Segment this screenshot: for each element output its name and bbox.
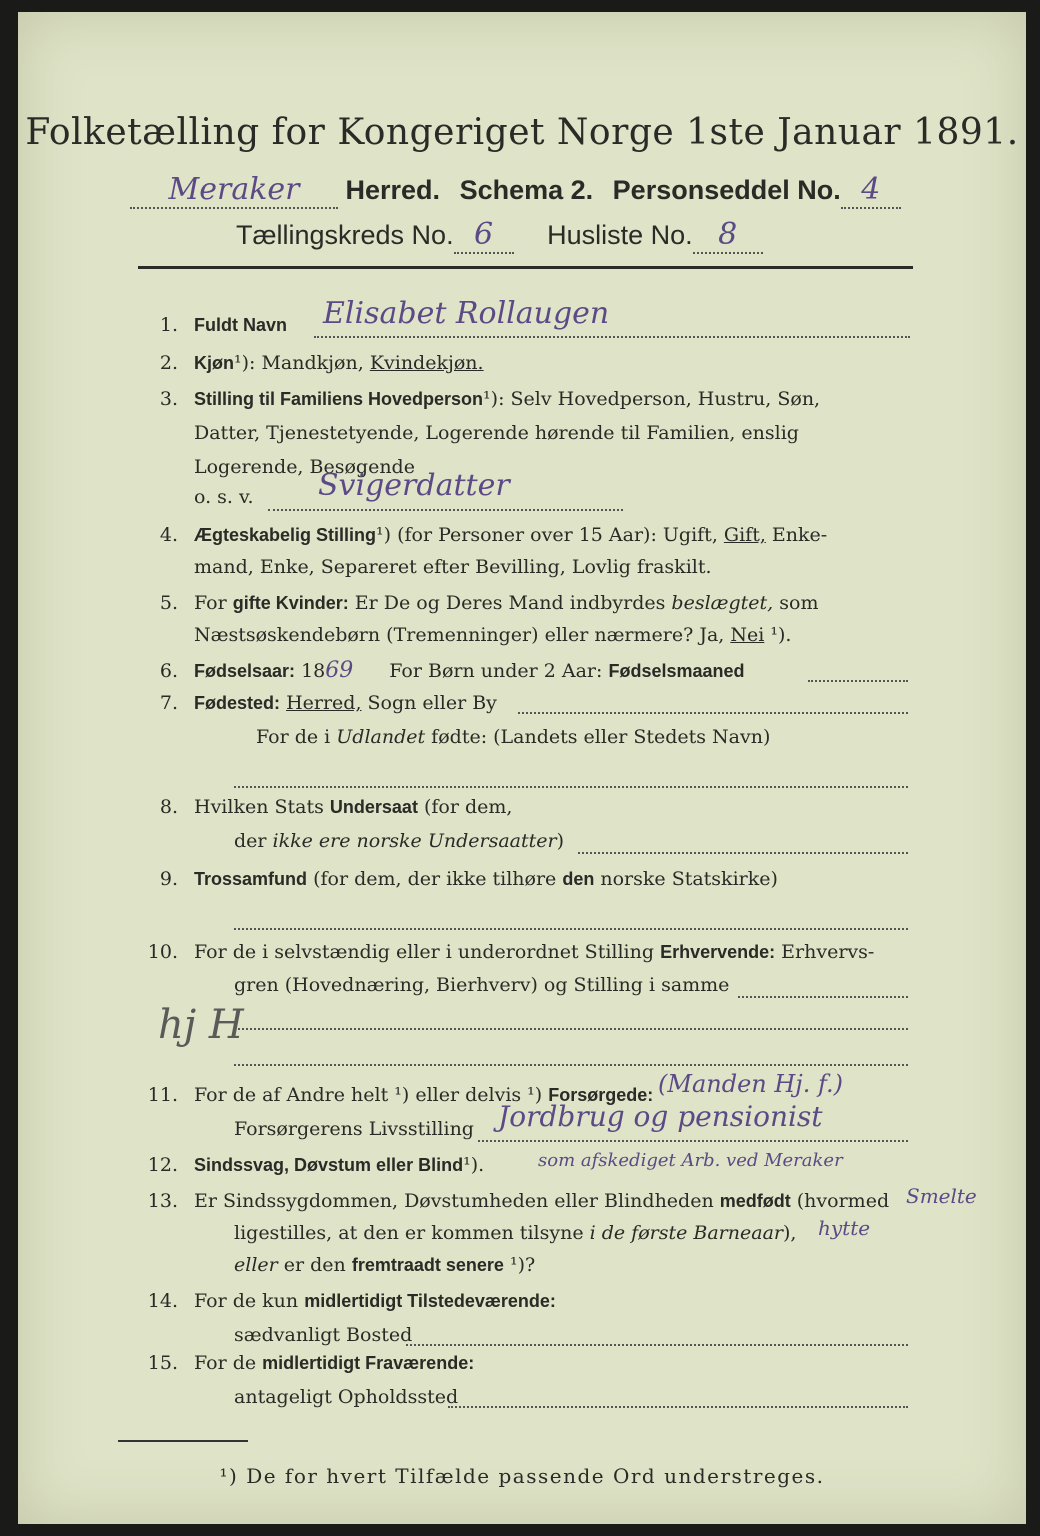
kreds-row — [236, 217, 763, 254]
q7-fill-line-1 — [518, 712, 908, 714]
q5-label: gifte Kvinder: — [232, 593, 349, 613]
q10-fill-line-3 — [234, 1064, 908, 1066]
q3-number: 3. — [159, 388, 178, 410]
herred-value: Meraker — [130, 172, 338, 209]
personseddel-label: Personseddel No. — [612, 175, 841, 205]
q4-label: Ægteskabelig Stilling — [194, 525, 377, 545]
q6-label: Fødselsaar: — [194, 661, 296, 681]
q5-number: 5. — [159, 592, 178, 614]
q4-line-2: mand, Enke, Separeret efter Bevilling, Lovlig fraskilt. — [194, 556, 712, 578]
q8-line-2b: ) — [556, 830, 564, 852]
q3-line-3: Logerende, Besøgende — [194, 456, 415, 478]
q11-line-2: Forsørgerens Livsstilling — [234, 1118, 474, 1140]
q2-label: Kjøn — [194, 353, 234, 373]
q4-selected-option: Gift, — [723, 524, 766, 546]
husliste-label: Husliste No. — [547, 220, 693, 250]
q13-line-3-italic: eller — [234, 1254, 278, 1276]
q9-label: Trossamfund — [194, 869, 308, 889]
q10-fill-line-1 — [738, 996, 908, 998]
husliste-value: 8 — [693, 217, 763, 254]
q13-line-3-bold: fremtraadt senere — [351, 1255, 504, 1275]
q7-selected-option: Herred, — [286, 692, 362, 714]
personseddel-value: 4 — [841, 172, 901, 209]
q3-line-4 — [194, 482, 918, 512]
q4-line-1a: ¹) (for Personer over 15 Aar): Ugift, — [376, 524, 724, 546]
q12-answer: som afskediget Arb. ved Meraker — [538, 1150, 843, 1171]
kreds-label: Tællingskreds No. — [236, 220, 454, 250]
q3-line-1: ¹): Selv Hovedperson, Hustru, Søn, — [483, 388, 821, 410]
q8-number: 8. — [159, 796, 178, 818]
q13-line-3a: er den — [277, 1254, 352, 1276]
q6-mid-text: For Børn under 2 Aar: — [389, 660, 609, 682]
q12-number: 12. — [147, 1154, 178, 1176]
q7-line-2 — [256, 722, 980, 752]
q10-number: 10. — [147, 941, 178, 963]
q5-line-2b: ¹). — [764, 624, 792, 646]
q9-den: den — [562, 869, 595, 889]
q12-label: Sindssvag, Døvstum eller Blind — [194, 1155, 464, 1175]
q7-line-2a: For de i — [256, 726, 337, 748]
q13-line-2-italic: i de første Barneaar — [589, 1222, 783, 1244]
herred-label: Herred. — [345, 175, 441, 205]
herred-row — [130, 172, 901, 209]
q5-line-1b: som — [773, 592, 819, 614]
q7-line-2b: fødte: (Landets eller Stedets Navn) — [425, 726, 771, 748]
question-10 — [138, 937, 918, 967]
q5-line-2a: Næstsøskendebørn (Tremenninger) eller nærmere? Ja, — [194, 624, 731, 646]
q14-number: 14. — [147, 1290, 178, 1312]
q2-number: 2. — [159, 352, 178, 374]
q6-number: 6. — [159, 660, 178, 682]
q11-answer-2: Jordbrug og pensionist — [498, 1100, 823, 1133]
q1-answer: Elisabet Rollaugen — [323, 296, 610, 331]
q12-note: ¹). — [463, 1154, 485, 1176]
header-rule — [138, 266, 913, 269]
q5-label-pre: For — [194, 592, 233, 614]
q13-line-3c: ¹)? — [503, 1254, 536, 1276]
q6-label-2: Fødselsmaaned — [608, 661, 745, 681]
q5-line-1a: Er De og Deres Mand indbyrdes — [348, 592, 672, 614]
question-2 — [138, 348, 918, 378]
q3-line-2: Datter, Tjenestetyende, Logerende hørende til Familien, enslig — [194, 422, 799, 444]
q10-line-2: gren (Hovednæring, Bierhverv) og Stilling i samme — [234, 974, 730, 996]
q6-fill-line — [808, 680, 908, 682]
q15-number: 15. — [147, 1352, 178, 1374]
q3-fill-line — [268, 509, 623, 511]
question-14 — [138, 1286, 918, 1316]
q2-options: ¹): Mandkjøn, — [234, 352, 370, 374]
q5-line-1-italic: beslægtet, — [671, 592, 774, 614]
q14-line-1a: For de kun — [194, 1290, 305, 1312]
q1-label: Fuldt Navn — [194, 315, 287, 335]
question-8 — [138, 792, 918, 822]
q14-fill-line — [406, 1344, 908, 1346]
question-9 — [138, 864, 918, 894]
q8-fill-line — [578, 852, 908, 854]
q7-rest: Sogn eller By — [361, 692, 497, 714]
q9-rest-2: norske Statskirke) — [594, 868, 778, 890]
q8-line-1c: (for dem, — [417, 796, 513, 818]
q11-fill-line — [478, 1140, 908, 1142]
q13-answer-a: Smelte — [906, 1184, 977, 1208]
question-3 — [138, 384, 918, 414]
q13-line-1a: Er Sindssygdommen, Døvstumheden eller Blindheden — [194, 1190, 720, 1212]
question-4 — [138, 520, 918, 550]
q1-fill-line — [314, 336, 910, 338]
q7-number: 7. — [159, 692, 178, 714]
q1-number: 1. — [159, 314, 178, 336]
question-6 — [138, 656, 918, 686]
q13-answer-b: hytte — [818, 1216, 871, 1240]
q9-rest: (for dem, der ikke tilhøre — [307, 868, 563, 890]
q3-osv: o. s. v. — [194, 486, 254, 508]
form-title: Folketælling for Kongeriget Norge 1ste Januar 1891. — [25, 112, 1019, 153]
kreds-value: 6 — [454, 217, 514, 254]
q4-line-1b: Enke- — [765, 524, 828, 546]
q11-label: Forsørgede: — [548, 1085, 654, 1105]
q5-selected-option: Nei — [730, 624, 765, 646]
question-5 — [138, 588, 918, 618]
q13-line-3 — [234, 1250, 958, 1280]
q2-selected-option: Kvindekjøn. — [369, 352, 484, 374]
q13-label: medfødt — [719, 1191, 791, 1211]
q11-number: 11. — [147, 1084, 178, 1106]
q10-margin-note: hj H — [158, 1002, 244, 1048]
q15-line-2: antageligt Opholdssted — [234, 1386, 459, 1408]
q11-answer-1: (Manden Hj. f.) — [658, 1070, 844, 1098]
q13-line-1c: (hvormed — [790, 1190, 890, 1212]
q9-fill-line — [234, 928, 908, 930]
q10-label: Erhvervende: — [660, 942, 776, 962]
q8-line-2-italic: ikke ere norske Undersaatter — [272, 830, 557, 852]
schema-label: Schema 2. — [459, 175, 594, 205]
q13-line-2a: ligestilles, at den er kommen tilsyne — [234, 1222, 590, 1244]
q7-label: Fødested: — [194, 693, 281, 713]
q4-number: 4. — [159, 524, 178, 546]
q8-line-1a: Hvilken Stats — [194, 796, 330, 818]
q3-label: Stilling til Familiens Hovedperson — [194, 389, 484, 409]
census-form-page — [18, 12, 1026, 1524]
q8-label: Undersaat — [329, 797, 418, 817]
q3-answer: Svigerdatter — [318, 468, 510, 503]
q15-label: midlertidigt Fraværende: — [262, 1353, 475, 1373]
question-13 — [138, 1186, 918, 1216]
q7-line-2-italic: Udlandet — [336, 726, 426, 748]
q6-year-prefix: 18 — [301, 660, 326, 682]
q10-line-1c: Erhvervs- — [775, 941, 875, 963]
q6-answer: 69 — [325, 658, 354, 683]
q11-line-1a: For de af Andre helt ¹) eller delvis ¹) — [194, 1084, 549, 1106]
q7-fill-line-2 — [234, 786, 908, 788]
footnote: ¹) De for hvert Tilfælde passende Ord understreges. — [219, 1464, 825, 1488]
q13-line-2b: ), — [783, 1222, 797, 1244]
q14-label: midlertidigt Tilstedeværende: — [304, 1291, 556, 1311]
q14-line-2: sædvanligt Bosted — [234, 1324, 413, 1346]
q8-line-2a: der — [234, 830, 273, 852]
q9-number: 9. — [159, 868, 178, 890]
q15-line-1a: For de — [194, 1352, 263, 1374]
q10-line-1a: For de i selvstændig eller i underordnet Stilling — [194, 941, 661, 963]
q5-line-2 — [194, 620, 918, 650]
q10-fill-line-2 — [234, 1028, 908, 1030]
q13-number: 13. — [147, 1190, 178, 1212]
